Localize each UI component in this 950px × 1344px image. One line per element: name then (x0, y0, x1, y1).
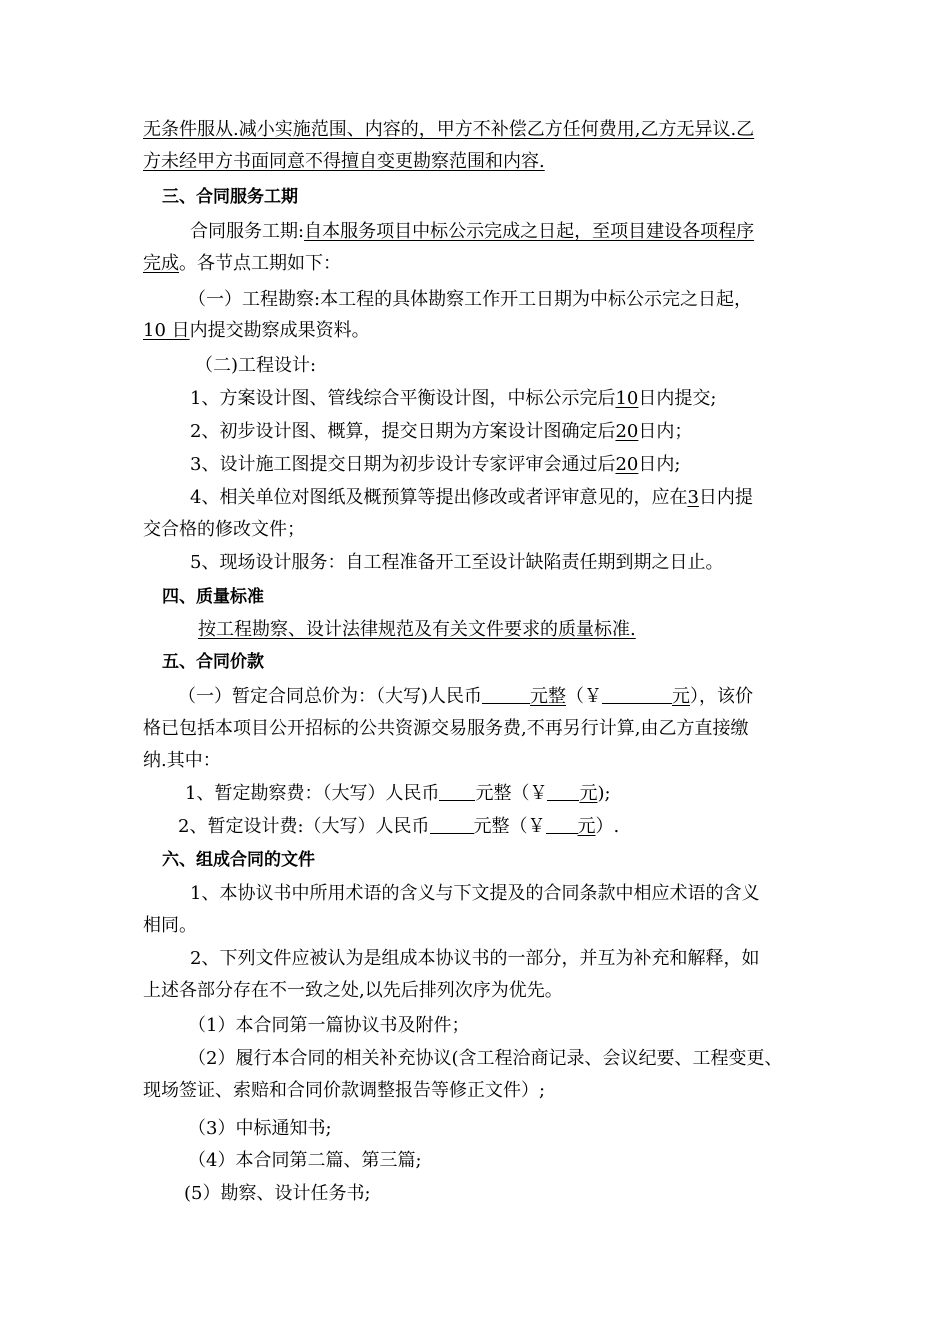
survey-fee-unit: 元 (579, 783, 598, 804)
design-fee-label: 2、暂定设计费:（大写）人民币 (178, 816, 430, 837)
design-fee-suffix: ）. (595, 816, 620, 837)
design-item-2-text: 2、初步设计图、概算，提交日期为方案设计图确定后 (190, 421, 616, 442)
design-item-3-days: 20 (615, 454, 639, 475)
design-item-3-text: 3、设计施工图提交日期为初步设计专家评审会通过后 (190, 454, 616, 475)
design-fee-unit-words: 元整（￥ (473, 816, 546, 837)
section-4-heading: 四、质量标准 (162, 587, 264, 607)
total-price-yen: （￥ (566, 686, 603, 707)
terms-meaning-line-2: 相同。 (143, 915, 197, 936)
design-item-4-suffix: 日内提 (698, 487, 753, 508)
service-period-value-cont: 完成 (143, 253, 179, 274)
design-item-4-days: 3 (687, 487, 699, 508)
design-item-2-suffix: 日内； (638, 421, 693, 442)
contract-doc-1: （1）本合同第一篇协议书及附件； (188, 1015, 470, 1036)
design-item-4-line-2: 交合格的修改文件； (143, 519, 305, 540)
design-subheading: （二)工程设计: (195, 355, 317, 376)
total-price-line-1 (178, 684, 753, 710)
section-5-heading: 五、合同价款 (162, 652, 264, 672)
service-period-label: 合同服务工期: (190, 221, 305, 242)
design-item-1-text: 1、方案设计图、管线综合平衡设计图，中标公示完后 (190, 388, 616, 409)
scope-change-line-1: 无条件服从.减小实施范围、内容的，甲方不补偿乙方任何费用,乙方无异议.乙 (143, 119, 755, 140)
contract-docs-line-1: 2、下列文件应被认为是组成本协议书的一部分，并互为补充和解释，如 (190, 948, 760, 969)
design-item-1-days: 10 (615, 388, 639, 409)
design-item-2-days: 20 (615, 421, 639, 442)
survey-fee-label: 1、暂定勘察费：（大写）人民币 (185, 783, 440, 804)
design-item-4 (190, 485, 753, 511)
design-fee-line (178, 814, 619, 840)
design-item-3 (190, 452, 680, 478)
service-period-line-2 (143, 251, 341, 277)
design-item-1-suffix: 日内提交; (638, 388, 717, 409)
design-item-3-suffix: 日内; (638, 454, 681, 475)
service-period-value: 自本服务项目中标公示完成之日起，至项目建设各项程序 (304, 221, 755, 242)
quality-standard-text: 按工程勘察、设计法律规范及有关文件要求的质量标准. (198, 619, 636, 640)
survey-fee-words-blank[interactable] (439, 782, 475, 801)
total-price-label: （一）暂定合同总价为：（大写)人民币 (178, 686, 483, 707)
survey-fee-suffix: ); (597, 783, 611, 804)
design-item-5: 5、现场设计服务：自工程准备开工至设计缺陷责任期到期之日止。 (190, 552, 724, 573)
section-6-heading: 六、组成合同的文件 (162, 850, 315, 870)
contract-doc-3: （3）中标通知书; (188, 1118, 332, 1139)
service-period-suffix: 。各节点工期如下： (179, 253, 341, 274)
survey-fee-figure-blank[interactable] (547, 782, 579, 801)
terms-meaning-line-1: 1、本协议书中所用术语的含义与下文提及的合同条款中相应术语的含义 (190, 883, 760, 904)
design-item-2 (190, 419, 692, 445)
total-price-figure-blank[interactable] (602, 685, 672, 704)
survey-period-line-2 (143, 318, 370, 344)
total-price-words-blank[interactable] (482, 685, 530, 704)
design-item-4-text: 4、相关单位对图纸及概预算等提出修改或者评审意见的，应在 (190, 487, 688, 508)
contract-doc-2-line-1: （2）履行本合同的相关补充协议(含工程洽商记录、会议纪要、工程变更、 (188, 1048, 783, 1069)
contract-doc-5: (5）勘察、设计任务书; (184, 1183, 371, 1204)
survey-days: 10 日 (143, 320, 190, 341)
total-price-unit: 元 (672, 686, 691, 707)
service-period-line-1 (190, 219, 754, 245)
section-3-heading: 三、合同服务工期 (162, 187, 298, 207)
total-price-line-2: 格已包括本项目公开招标的公共资源交易服务费,不再另行计算,由乙方直接缴 (143, 718, 749, 739)
survey-period-suffix: 内提交勘察成果资料。 (189, 320, 370, 341)
contract-doc-4: （4）本合同第二篇、第三篇; (188, 1150, 422, 1171)
survey-fee-line (185, 781, 611, 807)
scope-change-line-2: 方未经甲方书面同意不得擅自变更勘察范围和内容. (143, 151, 545, 172)
design-fee-figure-blank[interactable] (546, 815, 578, 834)
total-price-unit-words: 元整 (530, 686, 567, 707)
contract-doc-2-line-2: 现场签证、索赔和合同价款调整报告等修正文件）; (143, 1080, 546, 1101)
survey-fee-unit-words: 元整（￥ (475, 783, 548, 804)
total-price-line-3: 纳.其中： (143, 750, 221, 771)
survey-period-line-1: （一）工程勘察:本工程的具体勘察工作开工日期为中标公示完之日起， (188, 289, 753, 310)
design-fee-unit: 元 (577, 816, 596, 837)
contract-docs-line-2: 上述各部分存在不一致之处,以先后排列次序为优先。 (143, 980, 563, 1001)
design-fee-words-blank[interactable] (430, 815, 474, 834)
design-item-1 (190, 386, 716, 412)
total-price-suffix: ），该价 (690, 686, 754, 707)
